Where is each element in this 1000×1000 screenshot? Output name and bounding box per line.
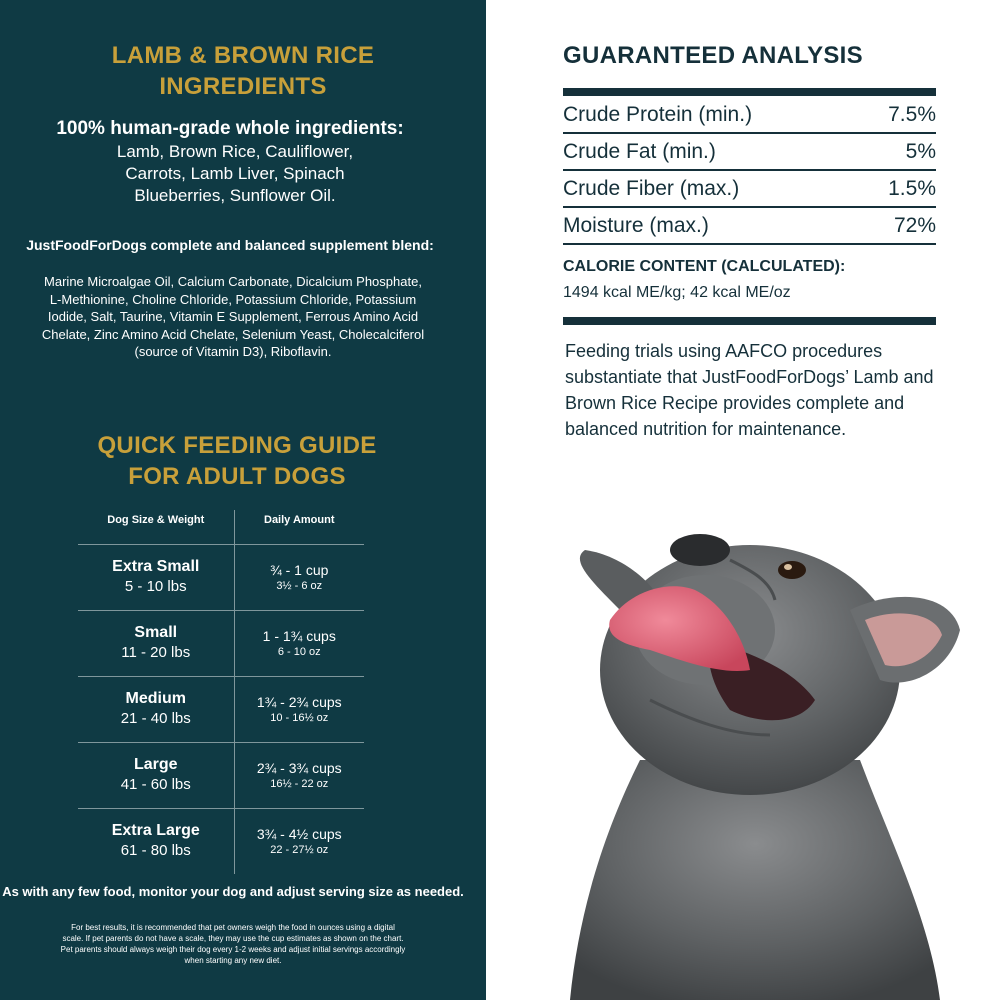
dog-size: Extra Large bbox=[111, 822, 200, 840]
col-header-size: Dog Size & Weight bbox=[78, 510, 234, 544]
amount-oz: 10 - 16½ oz bbox=[270, 711, 329, 724]
analysis-row bbox=[563, 208, 936, 245]
dog-photo bbox=[530, 520, 1000, 1000]
amount-cups: 1¾ - 2¾ cups bbox=[256, 693, 342, 710]
amount-cups: 3¾ - 4½ cups bbox=[256, 825, 342, 842]
amount-cups: 2¾ - 3¾ cups bbox=[256, 759, 342, 776]
ingredients-panel bbox=[0, 0, 486, 1000]
dog-weight: 61 - 80 lbs bbox=[120, 842, 191, 860]
fine-print: For best results, it is recommended that pet owners weigh the food in ounces using a digital scale. If pet parents do not have a scale, they may use the cup estimates as shown on the chart. Pet parents should always weigh their dog every 1-2 weeks and adjust initial servings accordingly when starting any new diet. bbox=[60, 923, 406, 965]
analysis-value: 7.5% bbox=[888, 102, 936, 126]
ingredients-lead: 100% human-grade whole ingredients: bbox=[56, 118, 404, 139]
analysis-value: 1.5% bbox=[888, 176, 936, 200]
table-row bbox=[78, 544, 364, 610]
table-row bbox=[78, 610, 364, 676]
calorie-value: 1494 kcal ME/kg; 42 kcal ME/oz bbox=[563, 284, 791, 301]
dog-size: Extra Small bbox=[112, 558, 200, 575]
divider-bar bbox=[563, 317, 936, 325]
amount-oz: 3½ - 6 oz bbox=[276, 579, 323, 592]
analysis-label: Crude Protein (min.) bbox=[563, 102, 753, 126]
feeding-guide-title: QUICK FEEDING GUIDE FOR ADULT DOGS bbox=[97, 432, 377, 490]
dog-weight: 11 - 20 lbs bbox=[121, 644, 191, 661]
analysis-value: 5% bbox=[905, 139, 936, 163]
analysis-title: GUARANTEED ANALYSIS bbox=[563, 42, 863, 69]
dog-size: Small bbox=[134, 624, 178, 641]
analysis-label: Moisture (max.) bbox=[563, 213, 709, 237]
analysis-row bbox=[563, 97, 936, 134]
calorie-label: CALORIE CONTENT (CALCULATED): bbox=[563, 258, 846, 275]
supplement-title: JustFoodForDogs complete and balanced supplement blend: bbox=[26, 237, 434, 253]
dog-weight: 41 - 60 lbs bbox=[120, 776, 191, 793]
monitor-note: As with any few food, monitor your dog and adjust serving size as needed. bbox=[2, 884, 464, 899]
amount-oz: 22 - 27½ oz bbox=[270, 843, 329, 856]
dog-size: Medium bbox=[125, 690, 186, 707]
table-row bbox=[78, 808, 364, 874]
ingredients-title: LAMB & BROWN RICE INGREDIENTS bbox=[111, 42, 375, 100]
table-row bbox=[78, 742, 364, 808]
amount-oz: 6 - 10 oz bbox=[277, 645, 321, 658]
dog-size: Large bbox=[133, 756, 178, 773]
amount-cups: ¾ - 1 cup bbox=[270, 561, 329, 578]
analysis-row bbox=[563, 134, 936, 171]
analysis-table bbox=[563, 97, 936, 245]
table-row bbox=[78, 676, 364, 742]
dog-weight: 21 - 40 lbs bbox=[120, 710, 191, 727]
analysis-row bbox=[563, 171, 936, 208]
ingredients-list: Lamb, Brown Rice, Cauliflower, Carrots, Lamb Liver, Spinach Blueberries, Sunflower Oil. bbox=[116, 142, 354, 205]
amount-oz: 16½ - 22 oz bbox=[270, 777, 329, 790]
divider-bar bbox=[563, 88, 936, 96]
analysis-label: Crude Fat (min.) bbox=[563, 139, 716, 163]
analysis-value: 72% bbox=[893, 213, 936, 237]
col-header-amount: Daily Amount bbox=[234, 510, 364, 544]
dog-weight: 5 - 10 lbs bbox=[124, 578, 187, 595]
feeding-trials-statement: Feeding trials using AAFCO procedures substantiate that JustFoodForDogs’ Lamb and Brown Rice Recipe provides complete and balanced nutrition for maintenance. bbox=[565, 341, 934, 439]
analysis-label: Crude Fiber (max.) bbox=[563, 176, 740, 200]
feeding-guide-table bbox=[78, 510, 364, 874]
amount-cups: 1 - 1¾ cups bbox=[262, 627, 336, 644]
supplement-list: Marine Microalgae Oil, Calcium Carbonate, Dicalcium Phosphate, L-Methionine, Choline Chloride, Potassium Chloride, Potassium Iodide, Salt, Taurine, Vitamin E Supplement, Ferrous Amino Acid Chelate, Zinc Amino Acid Chelate, Selenium Yeast, Cholecalciferol (source of Vitamin D3), Riboflavin. bbox=[41, 274, 425, 359]
